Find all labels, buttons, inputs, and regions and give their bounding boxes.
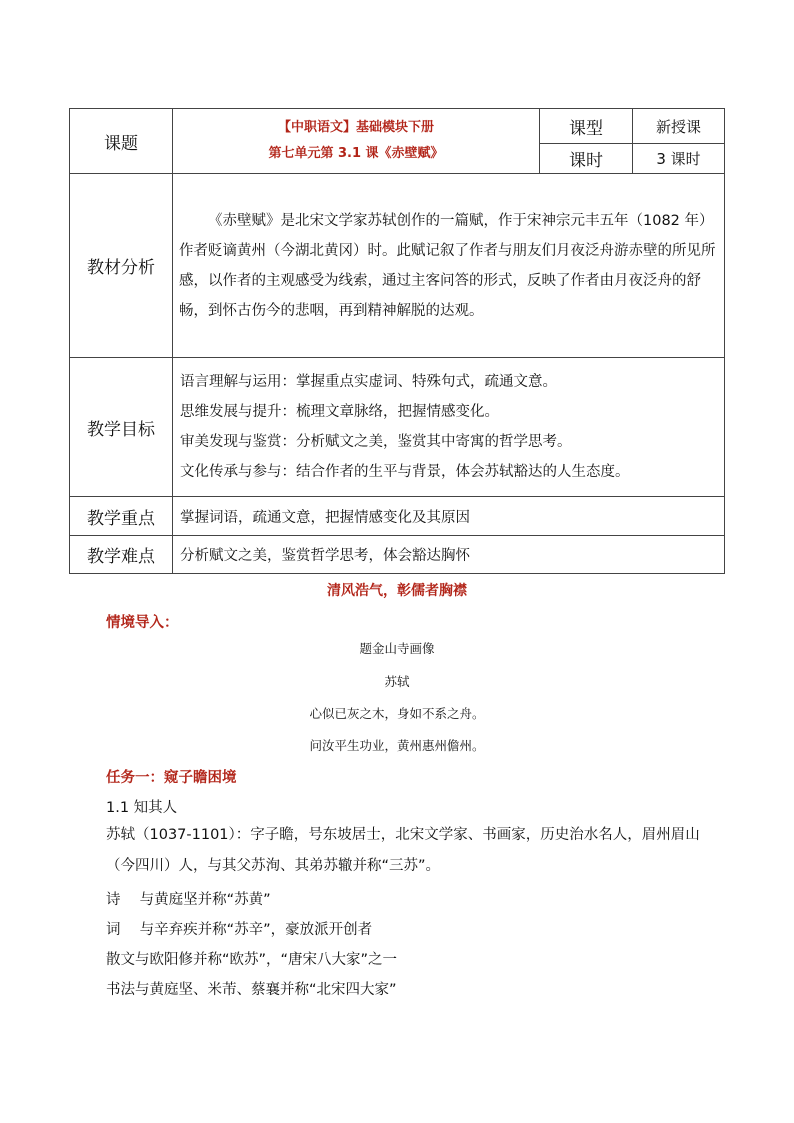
goal-item: 文化传承与参与：结合作者的生平与背景，体会苏轼豁达的人生态度。 [180, 464, 630, 480]
difficulty-label: 教学难点 [70, 536, 173, 574]
analysis-text: 《赤壁赋》是北宋文学家苏轼创作的一篇赋，作于宋神宗元丰五年（1082 年）作者贬谪黄州（今湖北黄冈）时。此赋记叙了作者与朋友们月夜泛舟游赤壁的所见所感，以作者的主观感受为线索，通过主客问答的形式，反映了作者由月夜泛舟的舒畅，到怀古伤今的悲咽，再到精神解脱的达观。 [173, 174, 725, 358]
topic-cell [173, 109, 540, 174]
poem-line-2: 问汝平生功业，黄州惠州儋州。 [309, 738, 485, 753]
lesson-type-value: 新授课 [633, 109, 725, 144]
poem-author: 苏轼 [384, 674, 410, 689]
fact-line: 诗 与黄庭坚并称“苏黄” [106, 892, 271, 908]
difficulty-text: 分析赋文之美，鉴赏哲学思考，体会豁达胸怀 [173, 536, 725, 574]
goal-item: 思维发展与提升：梳理文章脉络，把握情感变化。 [180, 404, 499, 420]
poem-line-1: 心似已灰之木，身如不系之舟。 [309, 706, 485, 721]
goal-item: 语言理解与运用：掌握重点实虚词、特殊句式，疏通文意。 [180, 374, 557, 390]
fact-line: 书法与黄庭坚、米芾、蔡襄并称“北宋四大家” [106, 982, 397, 998]
goal-item: 审美发现与鉴赏：分析赋文之美，鉴赏其中寄寓的哲学思考。 [180, 434, 572, 450]
topic-line-2: 第七单元第 3.1 课《赤壁赋》 [268, 146, 444, 161]
fact-line: 词 与辛弃疾并称“苏辛”，豪放派开创者 [106, 922, 373, 938]
subsection-heading: 1.1 知其人 [106, 800, 178, 816]
focus-label: 教学重点 [70, 497, 173, 536]
topic-label: 课题 [70, 109, 173, 174]
section-title: 清风浩气，彰儒者胸襟 [327, 583, 467, 599]
intro-heading: 情境导入： [106, 615, 179, 631]
topic-line-1: 【中职语文】基础模块下册 [277, 120, 434, 135]
goals-label: 教学目标 [70, 358, 173, 497]
goals-list [173, 358, 725, 497]
lesson-type-label: 课型 [540, 109, 633, 144]
fact-line: 散文与欧阳修并称“欧苏”，“唐宋八大家”之一 [106, 952, 398, 968]
biography-paragraph: 苏轼（1037-1101）：字子瞻，号东坡居士，北宋文学家、书画家，历史治水名人，眉州眉山（今四川）人，与其父苏洵、其弟苏辙并称“三苏”。 [106, 827, 700, 874]
analysis-label: 教材分析 [70, 174, 173, 358]
focus-text: 掌握词语，疏通文意，把握情感变化及其原因 [173, 497, 725, 536]
task-1-heading: 任务一：窥子瞻困境 [106, 770, 237, 786]
poem-title: 题金山寺画像 [359, 641, 435, 656]
class-hours-label: 课时 [540, 144, 633, 174]
lesson-plan-table [69, 108, 725, 574]
class-hours-value: 3 课时 [633, 144, 725, 174]
